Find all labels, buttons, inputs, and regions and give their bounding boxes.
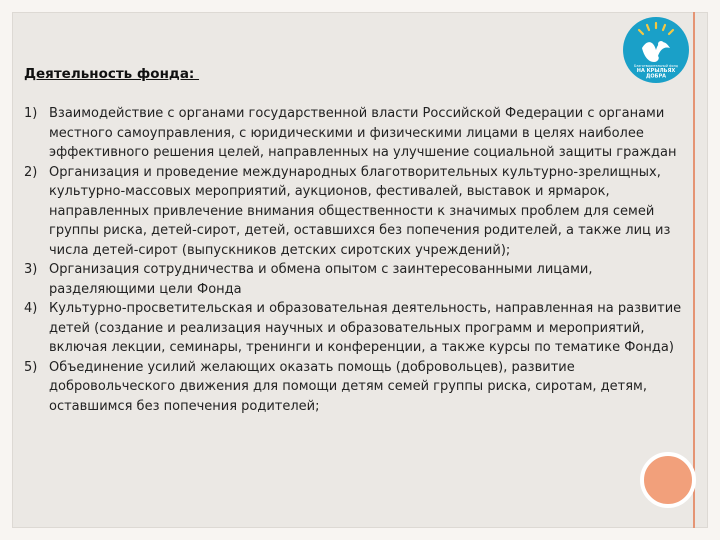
right-accent-rule <box>693 12 695 528</box>
logo-name-line1: НА КРЫЛЬЯХ <box>636 68 676 74</box>
logo-name-line2: ДОБРА <box>645 73 667 80</box>
list-item-number: 4) <box>24 301 38 316</box>
activities-list <box>24 104 688 416</box>
section-heading: Деятельность фонда: <box>24 66 200 82</box>
list-item <box>24 299 688 358</box>
list-item-number: 1) <box>24 106 38 121</box>
list-item <box>24 358 688 417</box>
logo-small-text: Благотворительный фонд <box>634 64 678 68</box>
list-item <box>24 104 688 163</box>
fund-logo <box>620 14 692 86</box>
list-item-text: Взаимодействие с органами государственной власти Российской Федерации с органами местного самоуправления, с юридическими и физическими лицами в целях наиболее эффективного решения целей, направленных на улучшение социальной защиты граждан <box>49 106 677 160</box>
list-item-number: 2) <box>24 164 38 180</box>
list-item-number: 3) <box>24 262 38 277</box>
list-item <box>24 163 688 261</box>
list-item-text: Культурно-просветительская и образовательная деятельность, направленная на развитие детей (создание и реализация научных и образовательных программ и мероприятий, включая лекции, семинары, тренинги и конференции, а также курсы по тематике Фонда) <box>49 301 682 355</box>
list-item-number: 5) <box>24 359 38 375</box>
list-item-text: Организация и проведение международных благотворительных культурно-зрелищных, культурно-массовых мероприятий, аукционов, фестивалей, выставок и ярмарок, направленных привлечение внимания общественности к значимых проблем для семей группы риска, детей-сирот, детей, оставшихся без попечения родителей, а также лиц из числа детей-сирот (выпускников детских сиротских учреждений); <box>49 164 671 258</box>
list-item-text: Объединение усилий желающих оказать помощь (добровольцев), развитие добровольческого движения для помощи детям семей группы риска, сиротам, детям, оставшимся без попечения родителей; <box>49 359 647 414</box>
fund-logo-icon <box>620 14 692 86</box>
decorative-circle <box>640 452 696 508</box>
list-item <box>24 260 688 299</box>
list-item-text: Организация сотрудничества и обмена опытом с заинтересованными лицами, разделяющими цели Фонда <box>49 262 593 297</box>
